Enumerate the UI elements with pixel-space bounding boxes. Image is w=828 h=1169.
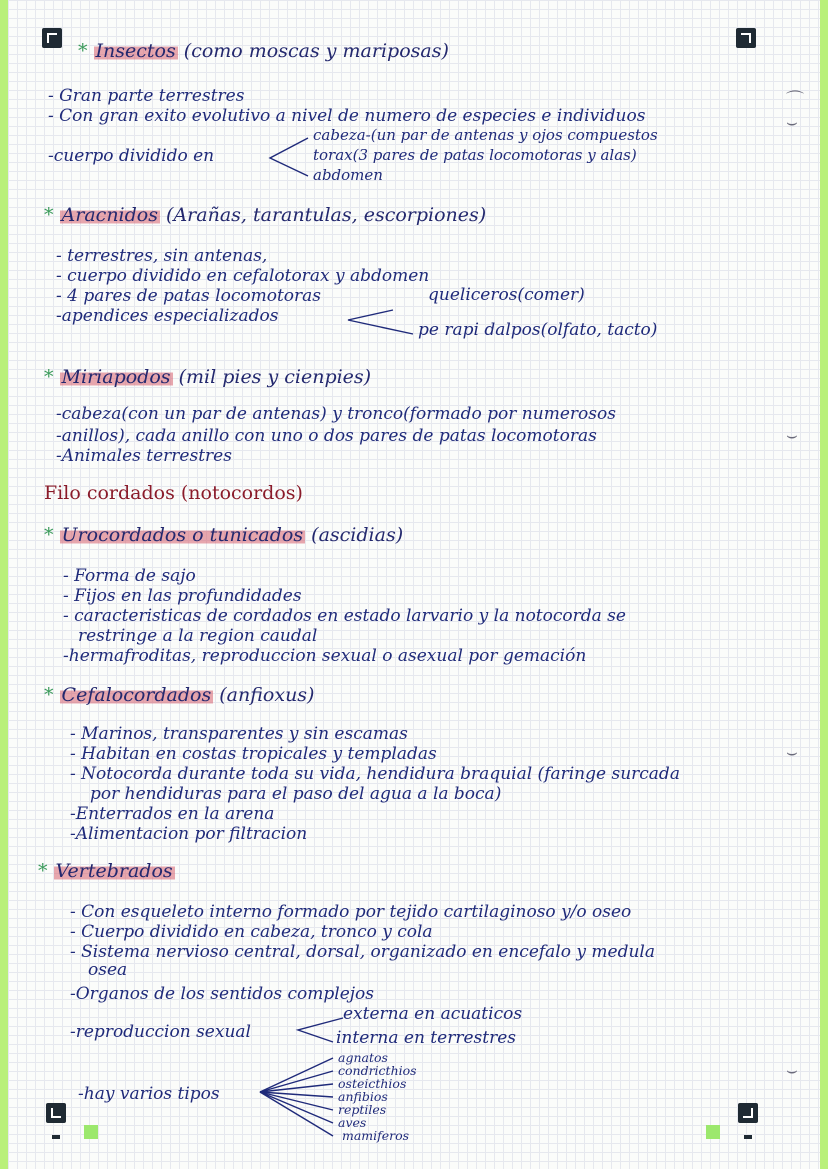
cefalocordados-line: por hendiduras para el paso del agua a la boca) (90, 784, 502, 804)
star-bullet-icon: * (44, 684, 54, 706)
insectos-title: Insectos (95, 40, 176, 62)
insectos-heading (78, 42, 449, 61)
tipos-label: -hay varios tipos (78, 1084, 220, 1104)
repro-label: -reproduccion sexual (70, 1022, 251, 1042)
aracnidos-subtitle: (Arañas, tarantulas, escorpiones) (166, 204, 487, 226)
appendix-bracket-line (348, 310, 413, 334)
cefalocordados-title: Cefalocordados (61, 684, 212, 706)
insectos-line: - Gran parte terrestres (48, 86, 245, 106)
urocordados-line: -hermafroditas, reproduccion sexual o asexual por gemación (63, 646, 587, 666)
insectos-subtitle: (como moscas y mariposas) (183, 40, 449, 62)
miriapodos-line: -Animales terrestres (56, 446, 232, 466)
star-bullet-icon: * (38, 860, 48, 882)
miriapodos-heading (44, 368, 371, 387)
vertebrados-line: - Con esqueleto interno formado por tejido cartilaginoso y/o oseo (70, 902, 632, 922)
filo-heading: Filo cordados (notocordos) (44, 482, 303, 504)
miriapodos-subtitle: (mil pies y cienpies) (178, 366, 372, 388)
cefalocordados-line: - Habitan en costas tropicales y templadas (70, 744, 437, 764)
aracnidos-branch: queliceros(comer) (428, 285, 585, 305)
tipo-item: aves (338, 1115, 367, 1130)
tipo-item: reptiles (338, 1102, 387, 1117)
insectos-body-label: -cuerpo dividido en (48, 146, 215, 166)
insectos-branch: torax(3 pares de patas locomotoras y alas) (313, 146, 637, 164)
notebook-page (8, 0, 820, 1169)
insectos-branch: abdomen (313, 166, 383, 184)
aracnidos-title: Aracnidos (61, 204, 158, 226)
vertebrados-line: osea (88, 960, 128, 980)
aracnidos-branch: pe rapi dalpos(olfato, tacto) (418, 320, 658, 340)
vertebrados-title: Vertebrados (55, 860, 173, 882)
urocordados-subtitle: (ascidias) (311, 524, 404, 546)
urocordados-line: - Fijos en las profundidades (63, 586, 302, 606)
cefalocordados-line: -Alimentacion por filtracion (70, 824, 308, 844)
ring-hole-icon: ⌒ (786, 90, 804, 111)
vertebrados-heading (38, 862, 175, 881)
urocordados-line: - caracteristicas de cordados en estado larvario y la notocorda se (63, 606, 626, 626)
insectos-line: - Con gran exito evolutivo a nivel de numero de especies e individuos (48, 106, 646, 126)
miriapodos-line: -cabeza(con un par de antenas) y tronco(formado por numerosos (56, 404, 616, 424)
repro-branch: interna en terrestres (336, 1028, 516, 1048)
tipo-item: condricthios (338, 1063, 417, 1078)
tipo-item: agnatos (338, 1050, 388, 1065)
urocordados-title: Urocordados o tunicados (61, 524, 304, 546)
ring-hole-icon: ⌣ (786, 1060, 798, 1081)
aracnidos-line: - 4 pares de patas locomotoras (56, 286, 321, 306)
repro-branch: externa en acuaticos (343, 1004, 523, 1024)
cefalocordados-line: - Marinos, transparentes y sin escamas (70, 724, 408, 744)
star-bullet-icon: * (44, 204, 54, 226)
vertebrados-line: -Organos de los sentidos complejos (70, 984, 375, 1004)
ring-hole-icon: ⌣ (786, 425, 798, 446)
aracnidos-line: - cuerpo dividido en cefalotorax y abdomen (56, 266, 430, 286)
body-bracket-line (270, 138, 308, 176)
tipo-item: osteicthios (338, 1076, 407, 1091)
tipo-item: anfibios (338, 1089, 388, 1104)
vertebrados-line: - Cuerpo dividido en cabeza, tronco y cola (70, 922, 433, 942)
miriapodos-title: Miriapodos (61, 366, 171, 388)
ring-hole-icon: ⌣ (786, 742, 798, 763)
ring-hole-icon: ⌣ (786, 112, 798, 133)
tipo-item: mamiferos (342, 1128, 410, 1143)
cefalocordados-subtitle: (anfioxus) (219, 684, 315, 706)
urocordados-heading (44, 526, 403, 545)
cefalocordados-heading (44, 686, 314, 705)
star-bullet-icon: * (78, 40, 88, 62)
aracnidos-line: - terrestres, sin antenas, (56, 246, 268, 266)
cefalocordados-line: - Notocorda durante toda su vida, hendidura braquial (faringe surcada (70, 764, 680, 784)
urocordados-line: - Forma de sajo (63, 566, 196, 586)
insectos-branch: cabeza-(un par de antenas y ojos compuestos (313, 126, 658, 144)
aracnidos-heading (44, 206, 486, 225)
aracnidos-line: -apendices especializados (56, 306, 279, 326)
star-bullet-icon: * (44, 366, 54, 388)
cefalocordados-line: -Enterrados en la arena (70, 804, 275, 824)
miriapodos-line: -anillos), cada anillo con uno o dos pares de patas locomotoras (56, 426, 597, 446)
vertebrados-line: - Sistema nervioso central, dorsal, organizado en encefalo y medula (70, 942, 655, 962)
urocordados-line: restringe a la region caudal (78, 626, 318, 646)
star-bullet-icon: * (44, 524, 54, 546)
